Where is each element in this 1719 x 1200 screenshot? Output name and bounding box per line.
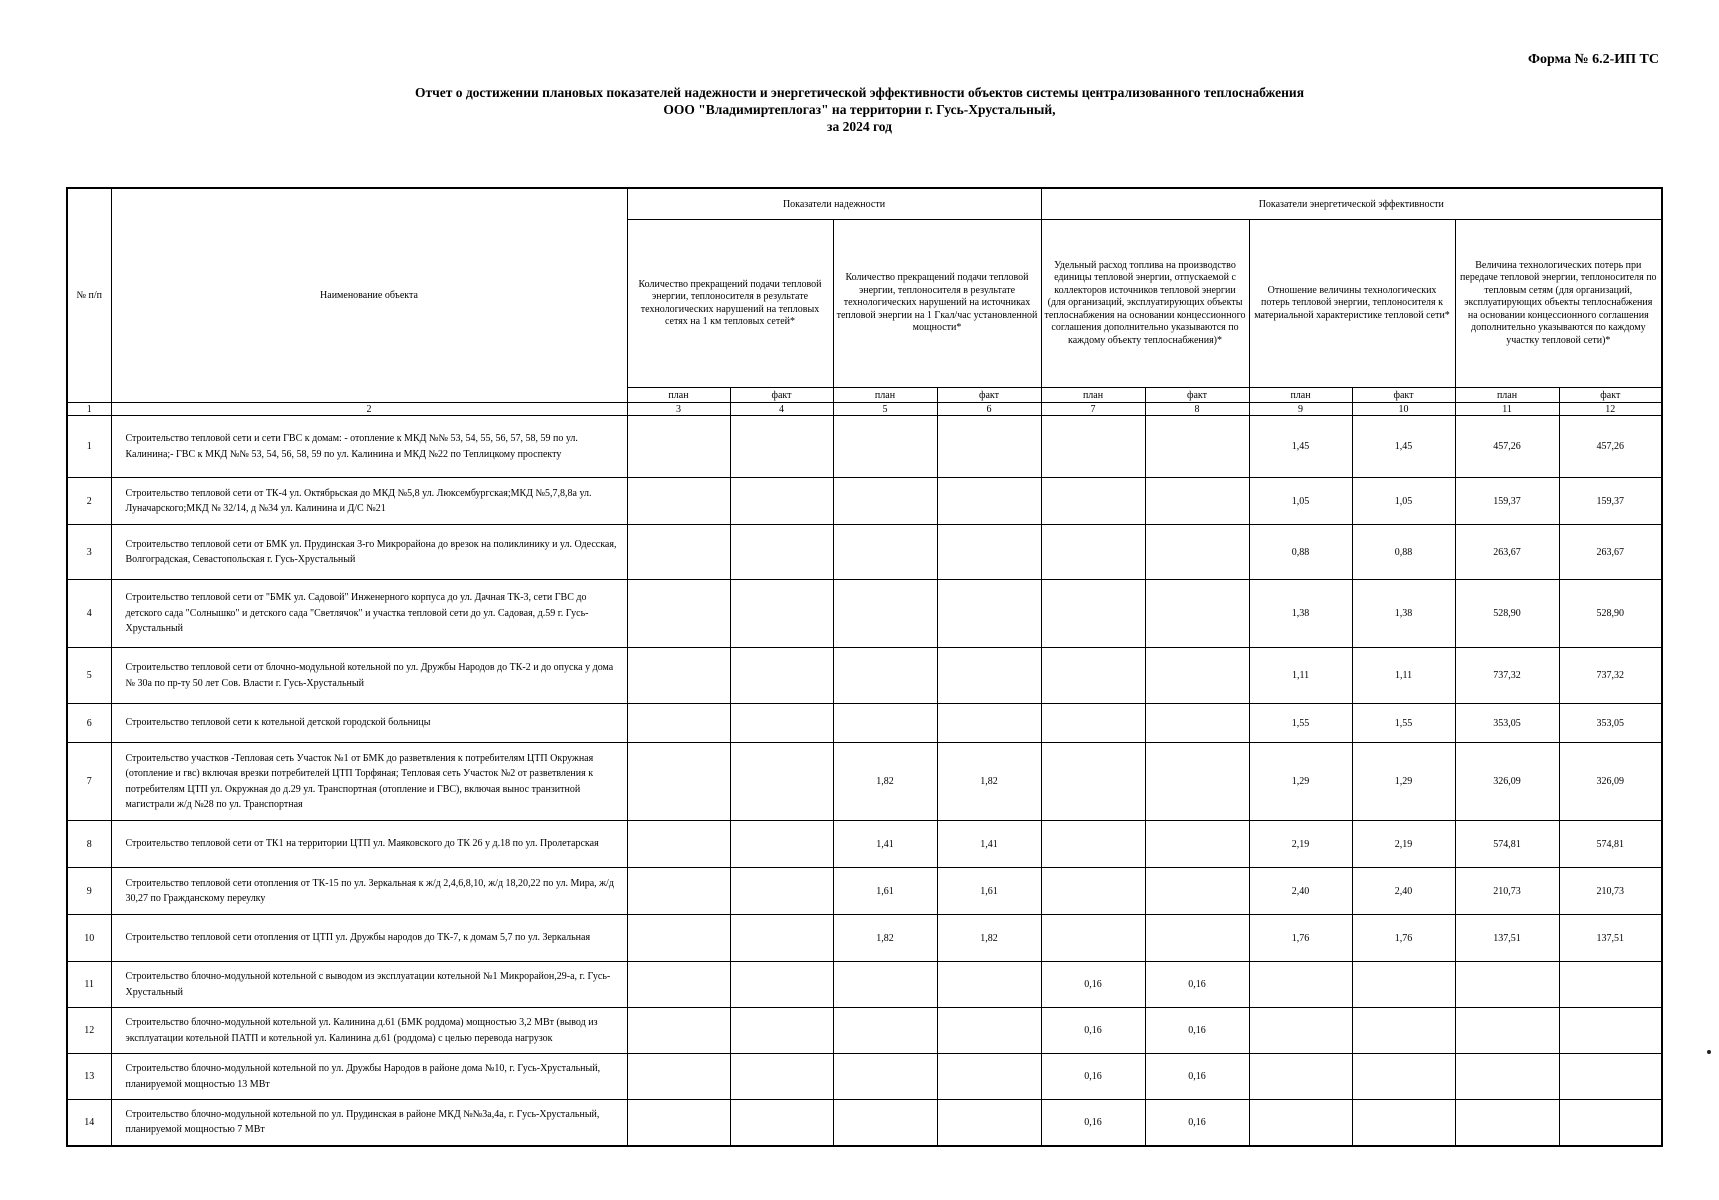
value-cell: [730, 525, 833, 580]
header-loss-ratio: Отношение величины технологических потерь тепловой энергии, теплоносителя к материальной характеристике тепловой сети*: [1249, 220, 1455, 388]
value-cell: [1455, 962, 1559, 1008]
value-cell: [730, 648, 833, 704]
value-cell: [937, 1100, 1041, 1146]
object-name-cell: Строительство тепловой сети от БМК ул. Прудинская 3-го Микрорайона до врезок на поликлинику и ул. Одесская, Волгоградская, Севастопольская г. Гусь-Хрустальный: [111, 525, 627, 580]
value-cell: [937, 525, 1041, 580]
value-cell: 528,90: [1455, 580, 1559, 648]
object-name-cell: Строительство тепловой сети отопления от ТК-15 по ул. Зеркальная к ж/д 2,4,6,8,10, ж/д 18,20,22 по ул. Мира, ж/д 30,27 по Гражданскому переулку: [111, 868, 627, 915]
value-cell: [627, 580, 730, 648]
header-loss-value: Величина технологических потерь при передаче тепловой энергии, теплоносителя по тепловым сетям (для организаций, эксплуатирующих объекты теплоснабжения на основании концессионного соглашения дополнительно указываются по каждому участку тепловой сети)*: [1455, 220, 1662, 388]
value-cell: [627, 525, 730, 580]
header-plan: план: [833, 388, 937, 403]
object-name-cell: Строительство тепловой сети от блочно-модульной котельной по ул. Дружбы Народов до ТК-2 и до опуска у дома № 30а по пр-ту 50 лет Сов. Власти г. Гусь-Хрустальный: [111, 648, 627, 704]
value-cell: [937, 1008, 1041, 1054]
table-row: [67, 648, 1662, 704]
table-row: [67, 915, 1662, 962]
header-outages-networks: Количество прекращений подачи тепловой энергии, теплоносителя в результате технологических нарушений на тепловых сетях на 1 км тепловых сетей*: [627, 220, 833, 388]
value-cell: 1,29: [1249, 743, 1352, 821]
value-cell: 737,32: [1455, 648, 1559, 704]
row-number-cell: 10: [67, 915, 111, 962]
value-cell: [1145, 868, 1249, 915]
table-row: [67, 580, 1662, 648]
value-cell: [627, 1054, 730, 1100]
object-name-cell: Строительство блочно-модульной котельной с выводом из эксплуатации котельной №1 Микрорайон,29-а, г. Гусь-Хрустальный: [111, 962, 627, 1008]
value-cell: 137,51: [1559, 915, 1662, 962]
value-cell: [937, 962, 1041, 1008]
value-cell: [730, 915, 833, 962]
value-cell: 2,19: [1352, 821, 1455, 868]
value-cell: [833, 704, 937, 743]
value-cell: [730, 416, 833, 478]
value-cell: [833, 1054, 937, 1100]
object-name-cell: Строительство тепловой сети и сети ГВС к домам: - отопление к МКД №№ 53, 54, 55, 56, 57, 58, 59 по ул. Калинина;- ГВС к МКД №№ 53, 54, 56, 58, 59 по ул. Калинина и МКД №22 по Теплицкому проспекту: [111, 416, 627, 478]
value-cell: [1352, 1008, 1455, 1054]
value-cell: [1145, 478, 1249, 525]
value-cell: [1041, 416, 1145, 478]
value-cell: [627, 743, 730, 821]
value-cell: 0,16: [1041, 1100, 1145, 1146]
value-cell: [937, 648, 1041, 704]
value-cell: 457,26: [1559, 416, 1662, 478]
value-cell: [1559, 1054, 1662, 1100]
value-cell: [1145, 915, 1249, 962]
header-group-efficiency: Показатели энергетической эффективности: [1041, 188, 1662, 220]
value-cell: [730, 580, 833, 648]
value-cell: [730, 478, 833, 525]
value-cell: 1,45: [1249, 416, 1352, 478]
value-cell: [1559, 962, 1662, 1008]
header-plan: план: [1041, 388, 1145, 403]
table-row: [67, 1054, 1662, 1100]
value-cell: 1,41: [937, 821, 1041, 868]
value-cell: 0,16: [1145, 1100, 1249, 1146]
value-cell: 0,16: [1041, 1054, 1145, 1100]
value-cell: [730, 743, 833, 821]
value-cell: [1041, 525, 1145, 580]
value-cell: [1352, 962, 1455, 1008]
value-cell: 159,37: [1455, 478, 1559, 525]
row-number-cell: 12: [67, 1008, 111, 1054]
value-cell: 457,26: [1455, 416, 1559, 478]
value-cell: [1352, 1100, 1455, 1146]
object-name-cell: Строительство тепловой сети от ТК-4 ул. Октябрьская до МКД №5,8 ул. Люксембургская;МКД №5,7,8,8а ул. Луначарского;МКД № 32/14, д №34 ул. Калинина и Д/С №21: [111, 478, 627, 525]
value-cell: 1,76: [1352, 915, 1455, 962]
value-cell: 1,55: [1249, 704, 1352, 743]
value-cell: 353,05: [1559, 704, 1662, 743]
value-cell: [937, 704, 1041, 743]
value-cell: [730, 1054, 833, 1100]
row-number-cell: 3: [67, 525, 111, 580]
value-cell: [1249, 1054, 1352, 1100]
value-cell: 1,38: [1352, 580, 1455, 648]
value-cell: [1041, 915, 1145, 962]
value-cell: [937, 478, 1041, 525]
value-cell: 1,61: [833, 868, 937, 915]
value-cell: [1041, 821, 1145, 868]
value-cell: 1,82: [833, 743, 937, 821]
column-number: 1: [67, 403, 111, 416]
table-body: [67, 416, 1662, 1146]
value-cell: [833, 962, 937, 1008]
value-cell: [833, 416, 937, 478]
value-cell: [1455, 1008, 1559, 1054]
value-cell: 263,67: [1559, 525, 1662, 580]
value-cell: [833, 1100, 937, 1146]
value-cell: [1352, 1054, 1455, 1100]
header-fact: факт: [730, 388, 833, 403]
scan-speck: [1707, 1050, 1711, 1054]
column-number: 2: [111, 403, 627, 416]
value-cell: [730, 821, 833, 868]
object-name-cell: Строительство блочно-модульной котельной ул. Калинина д.61 (БМК роддома) мощностью 3,2 МВт (вывод из эксплуатации котельной ПАТП и котельной ул. Калинина д.61 (роддома) с целью перевода нагрузок: [111, 1008, 627, 1054]
column-number: 9: [1249, 403, 1352, 416]
value-cell: [627, 868, 730, 915]
object-name-cell: Строительство блочно-модульной котельной по ул. Прудинская в районе МКД №№3а,4а, г. Гусь-Хрустальный, планируемой мощностью 7 МВт: [111, 1100, 627, 1146]
value-cell: 574,81: [1559, 821, 1662, 868]
row-number-cell: 2: [67, 478, 111, 525]
table-row: [67, 1008, 1662, 1054]
header-group-reliability: Показатели надежности: [627, 188, 1041, 220]
value-cell: 1,11: [1249, 648, 1352, 704]
value-cell: 1,76: [1249, 915, 1352, 962]
header-fact: факт: [1145, 388, 1249, 403]
value-cell: [833, 478, 937, 525]
value-cell: [1041, 478, 1145, 525]
value-cell: [1455, 1100, 1559, 1146]
value-cell: 574,81: [1455, 821, 1559, 868]
value-cell: [627, 1100, 730, 1146]
title-line-3: за 2024 год: [827, 119, 892, 134]
value-cell: 0,16: [1145, 962, 1249, 1008]
table-row: [67, 821, 1662, 868]
table-row: [67, 416, 1662, 478]
row-number-cell: 6: [67, 704, 111, 743]
value-cell: 2,19: [1249, 821, 1352, 868]
header-plan: план: [1249, 388, 1352, 403]
value-cell: 1,05: [1352, 478, 1455, 525]
value-cell: [1041, 743, 1145, 821]
value-cell: 353,05: [1455, 704, 1559, 743]
form-number-label: Форма № 6.2-ИП ТС: [1528, 52, 1659, 67]
header-object-name: Наименование объекта: [111, 188, 627, 403]
value-cell: [627, 962, 730, 1008]
header-fact: факт: [937, 388, 1041, 403]
value-cell: 326,09: [1559, 743, 1662, 821]
header-number: № п/п: [67, 188, 111, 403]
column-number: 5: [833, 403, 937, 416]
value-cell: 137,51: [1455, 915, 1559, 962]
value-cell: 210,73: [1455, 868, 1559, 915]
value-cell: [833, 648, 937, 704]
object-name-cell: Строительство тепловой сети от "БМК ул. Садовой" Инженерного корпуса до ул. Дачная ТК-3, сети ГВС до детского сада "Солнышко" и детского сада "Светлячок" и участка тепловой сети до ул. Садовая, д.59 г. Гусь-Хрустальный: [111, 580, 627, 648]
value-cell: 0,88: [1249, 525, 1352, 580]
table-row: [67, 525, 1662, 580]
value-cell: 1,82: [937, 915, 1041, 962]
value-cell: [1249, 1008, 1352, 1054]
value-cell: 1,05: [1249, 478, 1352, 525]
object-name-cell: Строительство участков -Тепловая сеть Участок №1 от БМК до разветвления к потребителям ЦТП Окружная (отопление и гвс) включая врезки потребителей ЦТП Торфяная; Тепловая сеть Участок №2 от разветвления к потребителям ЦТП ул. Окружная до д.29 ул. Транспортная (отопление и ГВС), включая вынос транзитной магистрали ж/д №28 по ул. Транспортная: [111, 743, 627, 821]
value-cell: 1,41: [833, 821, 937, 868]
value-cell: 0,16: [1145, 1054, 1249, 1100]
value-cell: [627, 821, 730, 868]
value-cell: [1145, 416, 1249, 478]
value-cell: 0,88: [1352, 525, 1455, 580]
value-cell: [1249, 1100, 1352, 1146]
value-cell: [1249, 962, 1352, 1008]
column-number: 7: [1041, 403, 1145, 416]
row-number-cell: 13: [67, 1054, 111, 1100]
value-cell: [1455, 1054, 1559, 1100]
value-cell: 1,38: [1249, 580, 1352, 648]
object-name-cell: Строительство тепловой сети отопления от ЦТП ул. Дружбы народов до ТК-7, к домам 5,7 по ул. Зеркальная: [111, 915, 627, 962]
value-cell: [627, 915, 730, 962]
value-cell: [937, 416, 1041, 478]
value-cell: [627, 1008, 730, 1054]
column-number: 3: [627, 403, 730, 416]
value-cell: [1041, 868, 1145, 915]
value-cell: [627, 416, 730, 478]
value-cell: 1,29: [1352, 743, 1455, 821]
row-number-cell: 5: [67, 648, 111, 704]
header-outages-sources: Количество прекращений подачи тепловой энергии, теплоносителя в результате технологических нарушений на источниках тепловой энергии на 1 Гкал/час установленной мощности*: [833, 220, 1041, 388]
value-cell: 1,82: [937, 743, 1041, 821]
header-fuel-consumption: Удельный расход топлива на производство единицы тепловой энергии, отпускаемой с коллекторов источников тепловой энергии (для организаций, эксплуатирующих объекты теплоснабжения на основании концессионного соглашения дополнительно указываются по каждому объекту теплоснабжения)*: [1041, 220, 1249, 388]
column-number: 12: [1559, 403, 1662, 416]
row-number-cell: 4: [67, 580, 111, 648]
table-row: [67, 743, 1662, 821]
value-cell: [833, 580, 937, 648]
value-cell: 1,61: [937, 868, 1041, 915]
value-cell: [1145, 525, 1249, 580]
column-number: 4: [730, 403, 833, 416]
column-number-row: [67, 403, 1662, 416]
value-cell: [730, 962, 833, 1008]
object-name-cell: Строительство тепловой сети от ТК1 на территории ЦТП ул. Маяковского до ТК 26 у д.18 по ул. Пролетарская: [111, 821, 627, 868]
value-cell: [730, 1008, 833, 1054]
header-fact: факт: [1559, 388, 1662, 403]
table-row: [67, 962, 1662, 1008]
value-cell: [1145, 821, 1249, 868]
header-fact: факт: [1352, 388, 1455, 403]
value-cell: 0,16: [1041, 1008, 1145, 1054]
header-plan: план: [627, 388, 730, 403]
value-cell: [1145, 743, 1249, 821]
value-cell: [627, 478, 730, 525]
value-cell: 2,40: [1249, 868, 1352, 915]
value-cell: [1145, 704, 1249, 743]
title-line-2: ООО "Владимиртеплогаз" на территории г. Гусь-Хрустальный,: [663, 102, 1056, 117]
value-cell: [730, 1100, 833, 1146]
column-number: 11: [1455, 403, 1559, 416]
value-cell: [1145, 580, 1249, 648]
value-cell: [1559, 1100, 1662, 1146]
row-number-cell: 1: [67, 416, 111, 478]
value-cell: [1145, 648, 1249, 704]
row-number-cell: 8: [67, 821, 111, 868]
value-cell: 0,16: [1145, 1008, 1249, 1054]
value-cell: 1,45: [1352, 416, 1455, 478]
column-number: 8: [1145, 403, 1249, 416]
value-cell: [1041, 580, 1145, 648]
value-cell: 210,73: [1559, 868, 1662, 915]
value-cell: [627, 648, 730, 704]
report-table: [66, 187, 1663, 1147]
value-cell: 326,09: [1455, 743, 1559, 821]
table-row: [67, 478, 1662, 525]
value-cell: 159,37: [1559, 478, 1662, 525]
value-cell: 737,32: [1559, 648, 1662, 704]
value-cell: [937, 1054, 1041, 1100]
value-cell: 0,16: [1041, 962, 1145, 1008]
value-cell: 1,82: [833, 915, 937, 962]
value-cell: [730, 868, 833, 915]
value-cell: 528,90: [1559, 580, 1662, 648]
object-name-cell: Строительство тепловой сети к котельной детской городской больницы: [111, 704, 627, 743]
table-row: [67, 868, 1662, 915]
column-number: 6: [937, 403, 1041, 416]
row-number-cell: 11: [67, 962, 111, 1008]
row-number-cell: 14: [67, 1100, 111, 1146]
value-cell: [1041, 648, 1145, 704]
value-cell: [833, 1008, 937, 1054]
table-row: [67, 1100, 1662, 1146]
value-cell: 263,67: [1455, 525, 1559, 580]
value-cell: 2,40: [1352, 868, 1455, 915]
column-number: 10: [1352, 403, 1455, 416]
row-number-cell: 9: [67, 868, 111, 915]
value-cell: 1,11: [1352, 648, 1455, 704]
table-row: [67, 704, 1662, 743]
header-plan: план: [1455, 388, 1559, 403]
value-cell: [1559, 1008, 1662, 1054]
value-cell: [627, 704, 730, 743]
value-cell: [937, 580, 1041, 648]
object-name-cell: Строительство блочно-модульной котельной по ул. Дружбы Народов в районе дома №10, г. Гусь-Хрустальный, планируемой мощностью 13 МВт: [111, 1054, 627, 1100]
row-number-cell: 7: [67, 743, 111, 821]
report-title: [0, 84, 1719, 135]
value-cell: [1041, 704, 1145, 743]
value-cell: [833, 525, 937, 580]
table-header: [67, 188, 1662, 416]
value-cell: [730, 704, 833, 743]
title-line-1: Отчет о достижении плановых показателей надежности и энергетической эффективности объектов системы централизованного теплоснабжения: [414, 85, 1305, 100]
value-cell: 1,55: [1352, 704, 1455, 743]
